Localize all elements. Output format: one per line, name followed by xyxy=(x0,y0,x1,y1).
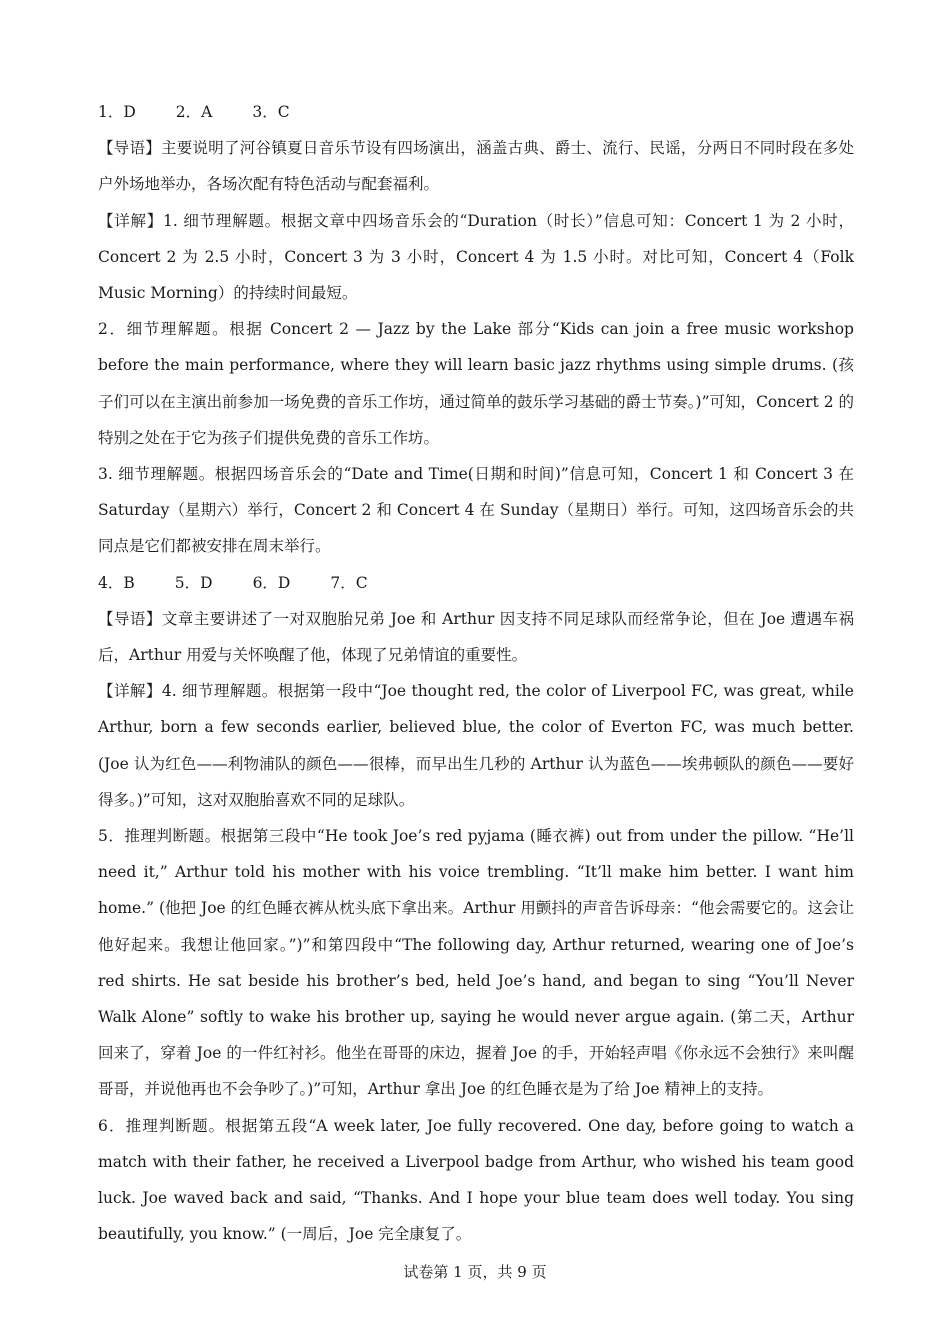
guide-text: 主要说明了河谷镇夏日音乐节设有四场演出，涵盖古典、爵士、流行、民谣，分两日不同时段在多处户外场地举办，各场次配有特色活动与配套福利。 xyxy=(98,139,854,194)
detail-tag: 【详解】 xyxy=(98,211,163,230)
guide-text: 文章主要讲述了一对双胞胎兄弟 Joe 和 Arthur 因支持不同足球队而经常争论，但在 Joe 遭遇车祸后，Arthur 用爱与关怀唤醒了他，体现了兄弟情谊的重要性。 xyxy=(98,609,854,665)
explanation-q6: 6．推理判断题。根据第五段“A week later, Joe fully recovered. One day, before going to watch a match with their father, he received a Liverpool badge from Arthur, who wished his team good luck. Joe waved back and said, “Thanks. And I hope your blue team does well today. You sing beautifully, you know.” (一周后，Joe 完全康复了。 xyxy=(98,1116,854,1244)
detail-text: 4. 细节理解题。根据第一段中“Joe thought red, the color of Liverpool FC, was great, while Arthur, born a few seconds earlier, believed blue, the color of Everton FC, was much better. (Joe 认为红色——利物浦队的颜色——很棒，而早出生几秒的 Arthur 认为蓝色——埃弗顿队的颜色——要好得多。)”可知，这对双胞胎喜欢不同的足球队。 xyxy=(98,682,854,809)
answer-item: 3．C xyxy=(252,103,290,121)
detail-paragraph-2 xyxy=(98,673,854,818)
detail-text: 1. 细节理解题。根据文章中四场音乐会的“Duration（时长）”信息可知：Concert 1 为 2 小时，Concert 2 为 2.5 小时，Concert 3 为 3 小时，Concert 4 为 1.5 小时。对比可知，Concert 4（Folk Music Morning）的持续时间最短。 xyxy=(98,211,854,303)
guide-tag: 【导语】 xyxy=(98,139,162,158)
detail-tag: 【详解】 xyxy=(98,682,162,701)
explanation-q3: 3. 细节理解题。根据四场音乐会的“Date and Time(日期和时间)”信息可知，Concert 1 和 Concert 3 在 Saturday（星期六）举行，Concert 2 和 Concert 4 在 Sunday（星期日）举行。可知，这四场音乐会的共同点是它们都被安排在周末举行。 xyxy=(98,465,854,556)
answer-item: 6．D xyxy=(252,573,291,592)
answer-item: 1．D xyxy=(98,103,136,121)
answer-item: 7．C xyxy=(330,573,368,592)
guide-paragraph-2 xyxy=(98,601,854,673)
detail-paragraph-1 xyxy=(98,203,854,312)
explanation-q2: 2．细节理解题。根据 Concert 2 — Jazz by the Lake 部分“Kids can join a free music workshop before the main performance, where they will learn basic jazz rhythms using simple drums. (孩子们可以在主演出前参加一场免费的音乐工作坊，通过简单的鼓乐学习基础的爵士节奏。)”可知，Concert 2 的特别之处在于它为孩子们提供免费的音乐工作坊。 xyxy=(98,320,854,447)
answer-item: 5．D xyxy=(174,573,213,592)
answer-item: 2．A xyxy=(175,103,213,121)
explanation-q5: 5．推理判断题。根据第三段中“He took Joe’s red pyjama (睡衣裤) out from under the pillow. “He’ll need it,” Arthur told his mother with his voice trembling. “It’ll make him better. I want him home.” (他把 Joe 的红色睡衣裤从枕头底下拿出来。Arthur 用颤抖的声音告诉母亲：“他会需要它的。这会让他好起来。我想让他回家。”)”和第四段中“The following day, Arthur returned, wearing one of Joe’s red shirts. He sat beside his brother’s bed, held Joe’s hand, and began to sing “You’ll Never Walk Alone” softly to wake his brother up, saying he would never argue again. (第二天，Arthur 回来了，穿着 Joe 的一件红衬衫。他坐在哥哥的床边，握着 Joe 的手，开始轻声唱《你永远不会独行》来叫醒哥哥，并说他再也不会争吵了。)”可知，Arthur 拿出 Joe 的红色睡衣是为了给 Joe 精神上的支持。 xyxy=(98,827,854,1099)
guide-paragraph-1 xyxy=(98,130,854,202)
answer-item: 4．B xyxy=(98,573,135,592)
answer-row-1 xyxy=(98,94,854,130)
answer-row-2 xyxy=(98,565,854,601)
guide-tag: 【导语】 xyxy=(98,609,162,628)
answer-key-content xyxy=(98,94,854,1253)
page-footer: 试卷第 1 页，共 9 页 xyxy=(403,1263,547,1281)
